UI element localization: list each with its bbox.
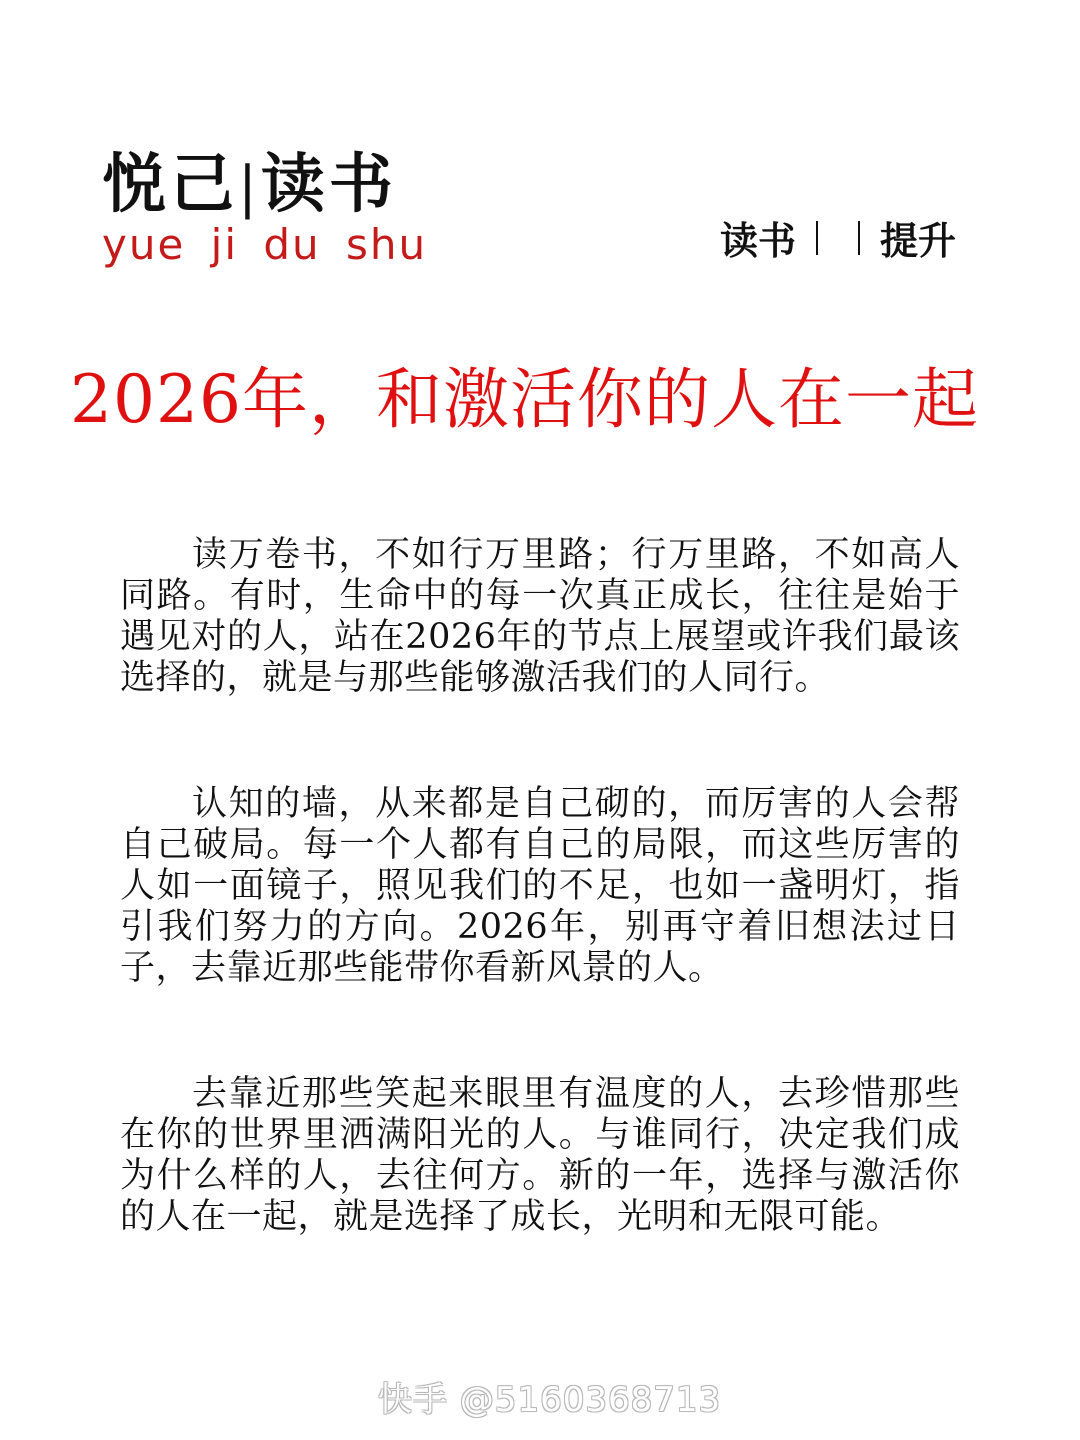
brand-logo: [102, 147, 428, 270]
article-body: [120, 535, 960, 1238]
tagline-left: 读书: [720, 219, 797, 263]
brand-name-left: 悦己: [102, 147, 238, 222]
paragraph-3: 去靠近那些笑起来眼里有温度的人，去珍惜那些在你的世界里洒满阳光的人。与谁同行，决定我们成为什么样的人，去往何方。新的一年，选择与激活你的人在一起，就是选择了成长，光明和无限可能。: [120, 1074, 960, 1237]
page-title: 2026年，和激活你的人在一起: [70, 361, 979, 438]
watermark: 快手 @5160368713: [378, 1380, 722, 1420]
brand-separator: |: [238, 155, 261, 220]
paragraph-2: 认知的墙，从来都是自己砌的，而厉害的人会帮自己破局。每一个人都有自己的局限，而这些厉害的人如一面镜子，照见我们的不足，也如一盏明灯，指引我们努力的方向。2026年，别再守着旧想法过日子，去靠近那些能带你看新风景的人。: [120, 784, 960, 988]
brand-title: [102, 147, 422, 222]
tagline-divider-left: [816, 221, 818, 255]
paragraph-1: 读万卷书，不如行万里路；行万里路，不如高人同路。有时，生命中的每一次真正成长，往往是始于遇见对的人，站在2026年的节点上展望或许我们最该选择的，就是与那些能够激活我们的人同行。: [120, 535, 960, 698]
brand-name-right: 读书: [260, 147, 397, 222]
tagline-divider-right: [858, 221, 860, 255]
tagline-right: 提升: [880, 219, 957, 263]
tagline: [720, 210, 956, 265]
brand-pinyin: yue ji du shu: [102, 220, 428, 270]
